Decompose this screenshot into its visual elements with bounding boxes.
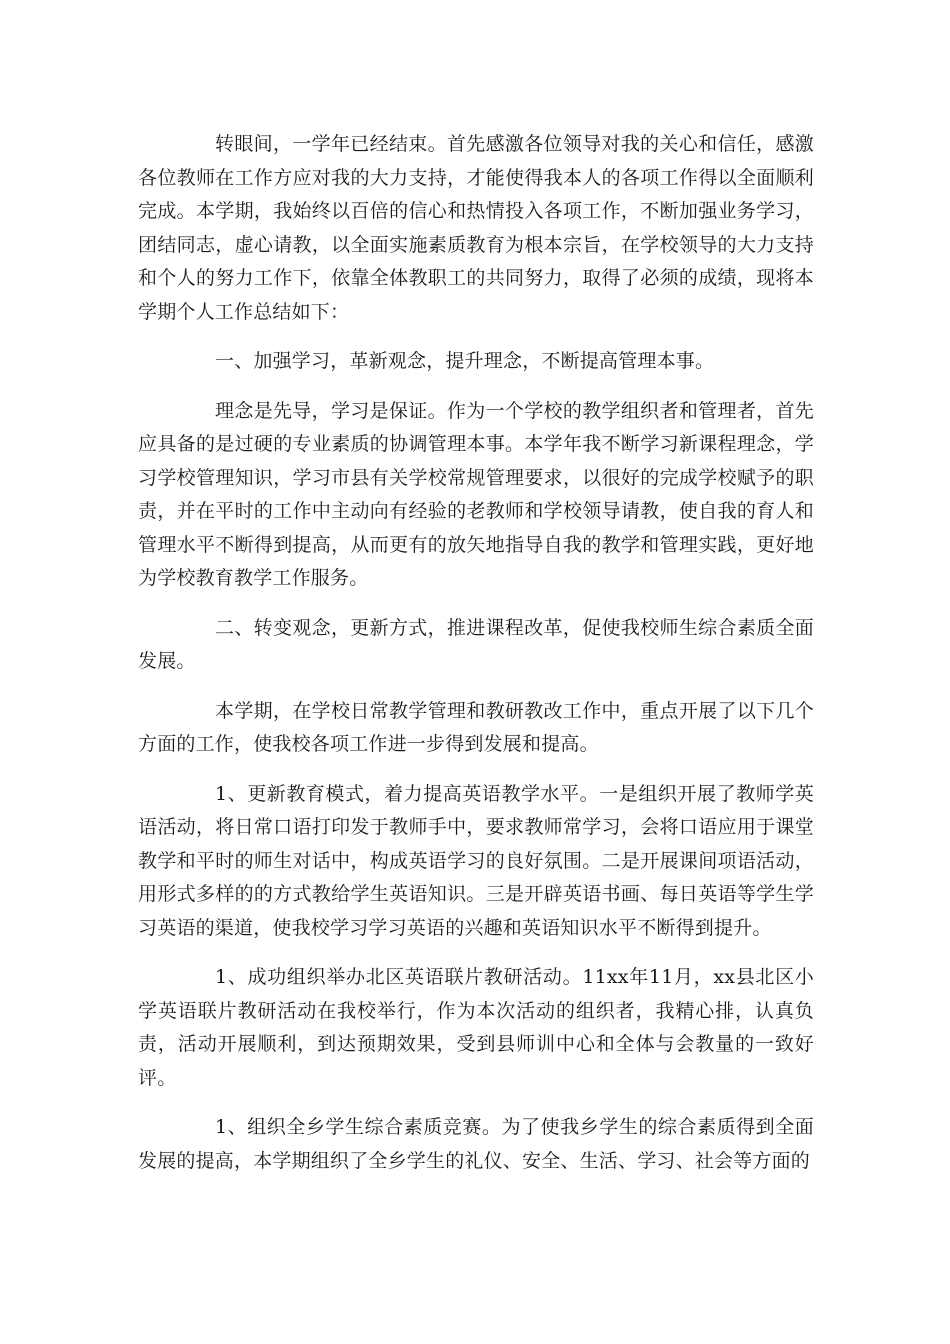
- item-student-competition-paragraph: 1、组织全乡学生综合素质竞赛。为了使我乡学生的综合素质得到全面发展的提高，本学期组织了全乡学生的礼仪、安全、生活、学习、社会等方面的: [138, 1116, 814, 1172]
- item-english-teaching-paragraph: 1、更新教育模式，着力提高英语教学水平。一是组织开展了教师学英语活动，将日常口语打印发于教师手中，要求教师常学习，会将口语应用于课堂教学和平时的师生对话中，构成英语学习的良好氛围。二是开展课间项语活动，用形式多样的的方式教给学生英语知识。三是开辟英语书画、每日英语等学生学习英语的渠道，使我校学习学习英语的兴趣和英语知识水平不断得到提升。: [138, 782, 814, 939]
- section-2-intro-paragraph: 本学期，在学校日常教学管理和教研教改工作中，重点开展了以下几个方面的工作，使我校各项工作进一步得到发展和提高。: [138, 699, 814, 755]
- intro-paragraph: 转眼间，一学年已经结束。首先感激各位领导对我的关心和信任，感激各位教师在工作方应对我的大力支持，才能使得我本人的各项工作得以全面顺利完成。本学期，我始终以百倍的信心和热情投入各项工作，不断加强业务学习，团结同志，虚心请教，以全面实施素质教育为根本宗旨，在学校领导的大力支持和个人的努力工作下，依靠全体教职工的共同努力，取得了必须的成绩，现将本学期个人工作总结如下：: [138, 133, 814, 323]
- item-english-research-paragraph: 1、成功组织举办北区英语联片教研活动。11xx年11月，xx县北区小学英语联片教研活动在我校举行，作为本次活动的组织者，我精心排，认真负责，活动开展顺利，到达预期效果，受到县师训中心和全体与会教量的一致好评。: [138, 966, 814, 1089]
- section-heading-2: 二、转变观念，更新方式，推进课程改革，促使我校师生综合素质全面发展。: [138, 616, 814, 672]
- section-heading-1: 一、加强学习，革新观念，提升理念，不断提高管理本事。: [215, 350, 715, 372]
- document-page: [138, 128, 814, 1194]
- section-1-paragraph: 理念是先导，学习是保证。作为一个学校的教学组织者和管理者，首先应具备的是过硬的专业素质的协调管理本事。本学年我不断学习新课程理念，学习学校管理知识，学习市县有关学校常规管理要求，以很好的完成学校赋予的职责，并在平时的工作中主动向有经验的老教师和学校领导请教，使自我的育人和管理水平不断得到提高，从而更有的放矢地指导自我的教学和管理实践，更好地为学校教育教学工作服务。: [138, 399, 814, 589]
